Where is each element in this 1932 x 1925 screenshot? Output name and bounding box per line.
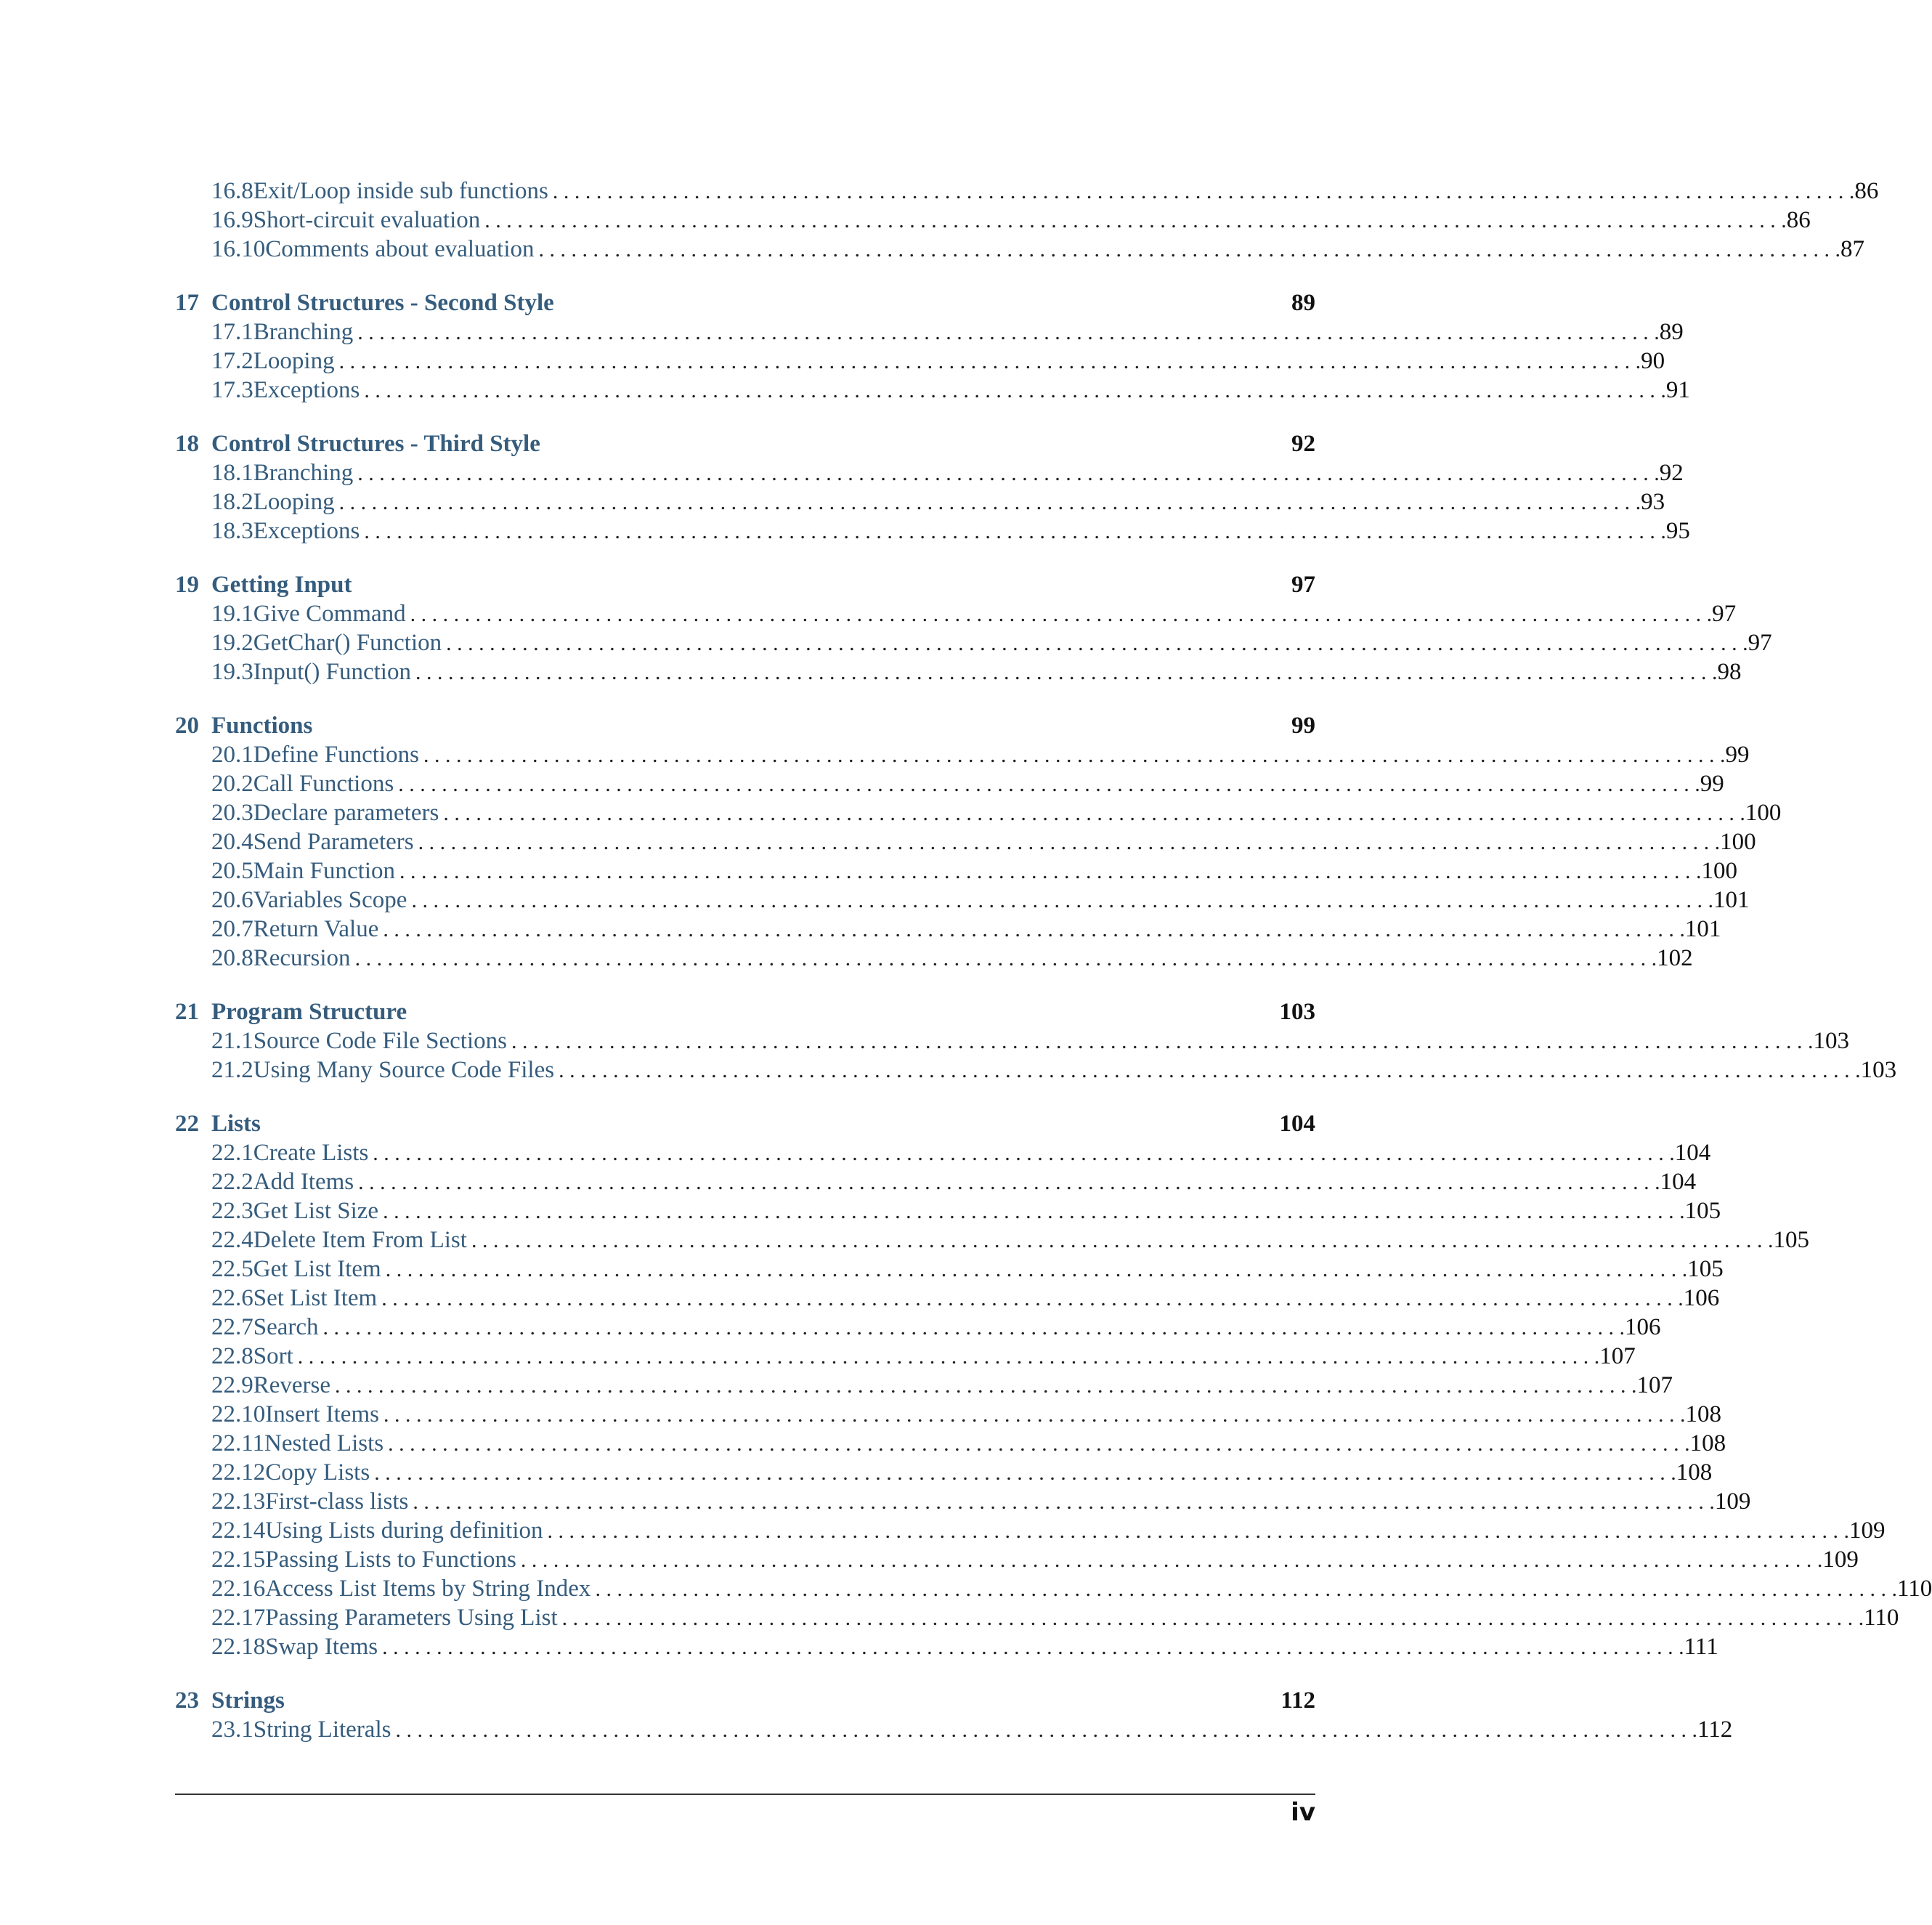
section-number: 22.10	[211, 1401, 266, 1427]
dot-leader: . . . . . . . . . . . . . . . . . . . . . . . . . . . . . . . . . . . . . . . . . . . . . . . . . . . . . . . . . . . . . . . . . . . . . . . . . . . . . . . . . . . . . . . . . . . . . . . . . . . . . . . . . . . . . . . . . . . . . . . .	[373, 1141, 1675, 1165]
dot-leader: . . . . . . . . . . . . . . . . . . . . . . . . . . . . . . . . . . . . . . . . . . . . . . . . . . . . . . . . . . . . . . . . . . . . . . . . . . . . . . . . . . . . . . . . . . . . . . . . . . . . . . . . . . . . . . . . . . . . . . . .	[415, 660, 1718, 684]
dot-leader: . . . . . . . . . . . . . . . . . . . . . . . . . . . . . . . . . . . . . . . . . . . . . . . . . . . . . . . . . . . . . . . . . . . . . . . . . . . . . . . . . . . . . . . . . . . . . . . . . . . . . . . . . . . . . . . . . . . . . . . .	[385, 1257, 1688, 1281]
section-page: 99	[1725, 742, 1750, 768]
dot-leader: . . . . . . . . . . . . . . . . . . . . . . . . . . . . . . . . . . . . . . . . . . . . . . . . . . . . . . . . . . . . . . . . . . . . . . . . . . . . . . . . . . . . . . . . . . . . . . . . . . . . . . . . . . . . . . . . . . . . . . . .	[399, 859, 1702, 883]
section-page: 100	[1745, 800, 1782, 826]
section-page: 100	[1720, 829, 1756, 855]
section-page: 103	[1860, 1057, 1897, 1083]
section-title-link[interactable]: Variables Scope	[253, 887, 407, 913]
section-title-link[interactable]: First-class lists	[265, 1488, 409, 1515]
section-entry[interactable]	[175, 1342, 1636, 1371]
section-page: 106	[1683, 1285, 1720, 1311]
section-number: 20.7	[211, 916, 253, 942]
section-number: 22.6	[211, 1285, 253, 1311]
section-entry[interactable]	[175, 1632, 1718, 1661]
dot-leader: . . . . . . . . . . . . . . . . . . . . . . . . . . . . . . . . . . . . . . . . . . . . . . . . . . . . . . . . . . . . . . . . . . . . . . . . . . . . . . . . . . . . . . . . . . . . . . . . . . . . . . . . . . . . . . . . . . . . . . . .	[374, 1461, 1676, 1485]
section-page: 97	[1748, 630, 1772, 656]
section-entry[interactable]	[175, 1603, 1899, 1632]
chapter-title-link[interactable]: Control Structures - Second Style	[211, 290, 554, 316]
chapter-number: 22	[175, 1111, 199, 1137]
section-number: 23.1	[211, 1717, 253, 1743]
table-of-contents	[175, 177, 1932, 1769]
section-number: 18.2	[211, 489, 253, 515]
section-title-link[interactable]: Passing Parameters Using List	[265, 1605, 558, 1631]
toc-section	[175, 570, 1772, 686]
section-title-link[interactable]: Search	[253, 1314, 319, 1340]
chapter-entry[interactable]	[175, 570, 1315, 599]
section-number: 22.17	[211, 1605, 266, 1631]
section-number: 20.2	[211, 771, 253, 797]
dot-leader: . . . . . . . . . . . . . . . . . . . . . . . . . . . . . . . . . . . . . . . . . . . . . . . . . . . . . . . . . . . . . . . . . . . . . . . . . . . . . . . . . . . . . . . . . . . . . . . . . . . . . . . . . . . . . . . . . . . . . . . .	[381, 1286, 1684, 1310]
section-title-link[interactable]: Exit/Loop inside sub functions	[253, 178, 548, 204]
section-title-link[interactable]: Call Functions	[253, 771, 394, 797]
section-title-link[interactable]: Reverse	[253, 1372, 331, 1398]
dot-leader: . . . . . . . . . . . . . . . . . . . . . . . . . . . . . . . . . . . . . . . . . . . . . . . . . . . . . . . . . . . . . . . . . . . . . . . . . . . . . . . . . . . . . . . . . . . . . . . . . . . . . . . . . . . . . . . . . . . . . . . .	[398, 772, 1700, 796]
section-page: 109	[1714, 1488, 1751, 1515]
chapter-entry[interactable]	[175, 1109, 1315, 1138]
section-title-link[interactable]: Passing Lists to Functions	[265, 1547, 516, 1573]
section-entry[interactable]	[175, 1167, 1697, 1196]
section-title-link[interactable]: Send Parameters	[253, 829, 414, 855]
toc-section	[175, 288, 1690, 405]
section-entry[interactable]	[175, 1225, 1809, 1255]
section-entry[interactable]	[175, 798, 1782, 827]
section-page: 86	[1786, 207, 1811, 233]
section-title-link[interactable]: Sort	[253, 1343, 293, 1369]
section-page: 110	[1896, 1576, 1932, 1602]
section-entry[interactable]	[175, 1574, 1932, 1603]
section-entry[interactable]	[175, 599, 1737, 628]
section-number: 22.4	[211, 1227, 253, 1253]
chapter-title-link[interactable]: Strings	[211, 1687, 285, 1714]
chapter-page: 92	[1291, 431, 1315, 457]
chapter-page: 103	[1279, 999, 1315, 1025]
dot-leader: . . . . . . . . . . . . . . . . . . . . . . . . . . . . . . . . . . . . . . . . . . . . . . . . . . . . . . . . . . . . . . . . . . . . . . . . . . . . . . . . . . . . . . . . . . . . . . . . . . . . . . . . . . . . . . . . . . . . . . . .	[395, 1718, 1697, 1742]
section-entry[interactable]	[175, 1715, 1733, 1744]
section-entry[interactable]	[175, 827, 1756, 856]
section-entry[interactable]	[175, 177, 1879, 206]
section-title-link[interactable]: Create Lists	[253, 1140, 369, 1166]
dot-leader: . . . . . . . . . . . . . . . . . . . . . . . . . . . . . . . . . . . . . . . . . . . . . . . . . . . . . . . . . . . . . . . . . . . . . . . . . . . . . . . . . . . . . . . . . . . . . . . . . . . . . . . . . . . . . . . . . . . . . . . .	[335, 1374, 1637, 1398]
chapter-title-link[interactable]: Program Structure	[211, 999, 407, 1025]
section-number: 20.3	[211, 800, 253, 826]
section-title-link[interactable]: Branching	[253, 319, 354, 345]
footer-rule	[175, 1794, 1315, 1795]
dot-leader: . . . . . . . . . . . . . . . . . . . . . . . . . . . . . . . . . . . . . . . . . . . . . . . . . . . . . . . . . . . . . . . . . . . . . . . . . . . . . . . . . . . . . . . . . . . . . . . . . . . . . . . . . . . . . . . . . . . . . . . .	[552, 179, 1855, 203]
dot-leader: . . . . . . . . . . . . . . . . . . . . . . . . . . . . . . . . . . . . . . . . . . . . . . . . . . . . . . . . . . . . . . . . . . . . . . . . . . . . . . . . . . . . . . . . . . . . . . . . . . . . . . . . . . . . . . . . . . . . . . . .	[357, 461, 1660, 485]
section-page: 89	[1659, 319, 1684, 345]
section-page: 86	[1854, 178, 1879, 204]
chapter-number: 18	[175, 431, 199, 457]
dot-leader: . . . . . . . . . . . . . . . . . . . . . . . . . . . . . . . . . . . . . . . . . . . . . . . . . . . . . . . . . . . . . . . . . . . . . . . . . . . . . . . . . . . . . . . . . . . . . . . . . . . . . . . . . . . . . . . . . . . . . . . .	[410, 602, 1713, 626]
dot-leader: . . . . . . . . . . . . . . . . . . . . . . . . . . . . . . . . . . . . . . . . . . . . . . . . . . . . . . . . . . . . . . . . . . . . . . . . . . . . . . . . . . . . . . . . . . . . . . . . . . . . . . . . . . . . . . . . . . . . . . . .	[561, 1606, 1864, 1630]
chapter-page: 99	[1291, 713, 1315, 739]
section-title-link[interactable]: Nested Lists	[264, 1430, 384, 1456]
section-page: 110	[1864, 1605, 1899, 1631]
dot-leader: . . . . . . . . . . . . . . . . . . . . . . . . . . . . . . . . . . . . . . . . . . . . . . . . . . . . . . . . . . . . . . . . . . . . . . . . . . . . . . . . . . . . . . . . . . . . . . . . . . . . . . . . . . . . . . . . . . . . . . . .	[443, 801, 1745, 825]
dot-leader: . . . . . . . . . . . . . . . . . . . . . . . . . . . . . . . . . . . . . . . . . . . . . . . . . . . . . . . . . . . . . . . . . . . . . . . . . . . . . . . . . . . . . . . . . . . . . . . . . . . . . . . . . . . . . . . . . . . . . . . .	[354, 947, 1657, 970]
section-page: 101	[1684, 916, 1721, 942]
section-title-link[interactable]: Using Lists during definition	[265, 1517, 543, 1544]
section-number: 22.13	[211, 1488, 266, 1515]
section-number: 22.12	[211, 1459, 266, 1486]
section-page: 108	[1685, 1401, 1721, 1427]
section-entry[interactable]	[175, 317, 1684, 346]
dot-leader: . . . . . . . . . . . . . . . . . . . . . . . . . . . . . . . . . . . . . . . . . . . . . . . . . . . . . . . . . . . . . . . . . . . . . . . . . . . . . . . . . . . . . . . . . . . . . . . . . . . . . . . . . . . . . . . . . . . . . . . .	[520, 1548, 1823, 1572]
section-entry[interactable]	[175, 769, 1724, 798]
dot-leader: . . . . . . . . . . . . . . . . . . . . . . . . . . . . . . . . . . . . . . . . . . . . . . . . . . . . . . . . . . . . . . . . . . . . . . . . . . . . . . . . . . . . . . . . . . . . . . . . . . . . . . . . . . . . . . . . . . . . . . . .	[484, 208, 1787, 232]
section-entry[interactable]	[175, 458, 1684, 487]
dot-leader: . . . . . . . . . . . . . . . . . . . . . . . . . . . . . . . . . . . . . . . . . . . . . . . . . . . . . . . . . . . . . . . . . . . . . . . . . . . . . . . . . . . . . . . . . . . . . . . . . . . . . . . . . . . . . . . . . . . . . . . .	[322, 1316, 1625, 1340]
section-number: 22.5	[211, 1256, 253, 1282]
section-number: 21.2	[211, 1057, 253, 1083]
section-entry[interactable]	[175, 1196, 1721, 1225]
section-page: 99	[1700, 771, 1724, 797]
toc-section	[175, 1109, 1932, 1661]
section-number: 18.3	[211, 518, 253, 544]
chapter-page: 104	[1279, 1111, 1315, 1137]
section-number: 19.1	[211, 601, 253, 627]
section-page: 92	[1659, 460, 1684, 486]
dot-leader: . . . . . . . . . . . . . . . . . . . . . . . . . . . . . . . . . . . . . . . . . . . . . . . . . . . . . . . . . . . . . . . . . . . . . . . . . . . . . . . . . . . . . . . . . . . . . . . . . . . . . . . . . . . . . . . . . . . . . . . .	[383, 1199, 1685, 1223]
toc-section	[175, 1686, 1733, 1744]
section-title-link[interactable]: Define Functions	[253, 742, 419, 768]
section-title-link[interactable]: String Literals	[253, 1717, 391, 1743]
section-title-link[interactable]: Set List Item	[253, 1285, 378, 1311]
chapter-title-link[interactable]: Control Structures - Third Style	[211, 431, 540, 457]
dot-leader: . . . . . . . . . . . . . . . . . . . . . . . . . . . . . . . . . . . . . . . . . . . . . . . . . . . . . . . . . . . . . . . . . . . . . . . . . . . . . . . . . . . . . . . . . . . . . . . . . . . . . . . . . . . . . . . . . . . . . . . .	[383, 1403, 1686, 1427]
dot-leader: . . . . . . . . . . . . . . . . . . . . . . . . . . . . . . . . . . . . . . . . . . . . . . . . . . . . . . . . . . . . . . . . . . . . . . . . . . . . . . . . . . . . . . . . . . . . . . . . . . . . . . . . . . . . . . . . . . . . . . . .	[595, 1577, 1897, 1601]
section-title-link[interactable]: Source Code File Sections	[253, 1028, 507, 1054]
section-page: 108	[1676, 1459, 1713, 1486]
chapter-page: 97	[1291, 572, 1315, 598]
section-title-link[interactable]: Exceptions	[253, 518, 360, 544]
section-number: 20.4	[211, 829, 253, 855]
section-number: 22.7	[211, 1314, 253, 1340]
chapter-title-link[interactable]: Functions	[211, 713, 313, 739]
section-title-link[interactable]: Swap Items	[265, 1634, 378, 1660]
section-entry[interactable]	[175, 740, 1750, 769]
dot-leader: . . . . . . . . . . . . . . . . . . . . . . . . . . . . . . . . . . . . . . . . . . . . . . . . . . . . . . . . . . . . . . . . . . . . . . . . . . . . . . . . . . . . . . . . . . . . . . . . . . . . . . . . . . . . . . . . . . . . . . . .	[338, 490, 1641, 514]
section-entry[interactable]	[175, 346, 1665, 376]
dot-leader: . . . . . . . . . . . . . . . . . . . . . . . . . . . . . . . . . . . . . . . . . . . . . . . . . . . . . . . . . . . . . . . . . . . . . . . . . . . . . . . . . . . . . . . . . . . . . . . . . . . . . . . . . . . . . . . . . . . . . . . .	[383, 917, 1685, 941]
section-entry[interactable]	[175, 206, 1811, 235]
section-number: 22.11	[211, 1430, 265, 1456]
toc-section	[175, 711, 1782, 973]
dot-leader: . . . . . . . . . . . . . . . . . . . . . . . . . . . . . . . . . . . . . . . . . . . . . . . . . . . . . . . . . . . . . . . . . . . . . . . . . . . . . . . . . . . . . . . . . . . . . . . . . . . . . . . . . . . . . . . . . . . . . . . .	[357, 320, 1660, 344]
section-title-link[interactable]: Branching	[253, 460, 354, 486]
section-number: 17.3	[211, 377, 253, 403]
dot-leader: . . . . . . . . . . . . . . . . . . . . . . . . . . . . . . . . . . . . . . . . . . . . . . . . . . . . . . . . . . . . . . . . . . . . . . . . . . . . . . . . . . . . . . . . . . . . . . . . . . . . . . . . . . . . . . . . . . . . . . . .	[297, 1345, 1600, 1369]
chapter-page: 112	[1280, 1687, 1315, 1714]
chapter-entry[interactable]	[175, 288, 1315, 317]
chapter-number: 19	[175, 572, 199, 598]
section-number: 20.8	[211, 945, 253, 971]
chapter-entry[interactable]	[175, 429, 1315, 458]
section-page: 106	[1625, 1314, 1661, 1340]
section-title-link[interactable]: Comments about evaluation	[265, 236, 535, 262]
section-page: 103	[1813, 1028, 1849, 1054]
section-page: 87	[1840, 236, 1865, 262]
section-entry[interactable]	[175, 376, 1690, 405]
section-title-link[interactable]: Insert Items	[265, 1401, 379, 1427]
section-page: 111	[1684, 1634, 1718, 1660]
section-entry[interactable]	[175, 1458, 1713, 1487]
section-title-link[interactable]: Add Items	[253, 1169, 354, 1195]
dot-leader: . . . . . . . . . . . . . . . . . . . . . . . . . . . . . . . . . . . . . . . . . . . . . . . . . . . . . . . . . . . . . . . . . . . . . . . . . . . . . . . . . . . . . . . . . . . . . . . . . . . . . . . . . . . . . . . . . . . . . . . .	[446, 631, 1748, 655]
section-entry[interactable]	[175, 1545, 1859, 1574]
dot-leader: . . . . . . . . . . . . . . . . . . . . . . . . . . . . . . . . . . . . . . . . . . . . . . . . . . . . . . . . . . . . . . . . . . . . . . . . . . . . . . . . . . . . . . . . . . . . . . . . . . . . . . . . . . . . . . . . . . . . . . . .	[547, 1519, 1849, 1543]
section-page: 104	[1674, 1140, 1711, 1166]
chapter-number: 17	[175, 290, 199, 316]
section-page: 109	[1849, 1517, 1886, 1544]
chapter-entry[interactable]	[175, 1686, 1315, 1715]
dot-leader: . . . . . . . . . . . . . . . . . . . . . . . . . . . . . . . . . . . . . . . . . . . . . . . . . . . . . . . . . . . . . . . . . . . . . . . . . . . . . . . . . . . . . . . . . . . . . . . . . . . . . . . . . . . . . . . . . . . . . . . .	[358, 1170, 1660, 1194]
section-number: 21.1	[211, 1028, 253, 1054]
section-page: 102	[1657, 945, 1693, 971]
section-number: 22.9	[211, 1372, 253, 1398]
section-page: 104	[1660, 1169, 1697, 1195]
section-number: 20.6	[211, 887, 253, 913]
section-entry[interactable]	[175, 1313, 1661, 1342]
section-page: 105	[1684, 1198, 1721, 1224]
section-number: 18.1	[211, 460, 253, 486]
dot-leader: . . . . . . . . . . . . . . . . . . . . . . . . . . . . . . . . . . . . . . . . . . . . . . . . . . . . . . . . . . . . . . . . . . . . . . . . . . . . . . . . . . . . . . . . . . . . . . . . . . . . . . . . . . . . . . . . . . . . . . . .	[511, 1029, 1814, 1053]
section-entry[interactable]	[175, 516, 1690, 546]
section-title-link[interactable]: GetChar() Function	[253, 630, 442, 656]
section-page: 91	[1665, 377, 1690, 403]
section-entry[interactable]	[175, 628, 1772, 657]
section-number: 16.9	[211, 207, 253, 233]
section-entry[interactable]	[175, 1284, 1720, 1313]
chapter-number: 20	[175, 713, 199, 739]
section-number: 22.1	[211, 1140, 253, 1166]
chapter-number: 21	[175, 999, 199, 1025]
section-page: 97	[1712, 601, 1737, 627]
section-page: 107	[1636, 1372, 1673, 1398]
section-number: 19.3	[211, 659, 253, 685]
section-number: 22.3	[211, 1198, 253, 1224]
dot-leader: . . . . . . . . . . . . . . . . . . . . . . . . . . . . . . . . . . . . . . . . . . . . . . . . . . . . . . . . . . . . . . . . . . . . . . . . . . . . . . . . . . . . . . . . . . . . . . . . . . . . . . . . . . . . . . . . . . . . . . . .	[559, 1058, 1861, 1082]
section-entry[interactable]	[175, 1255, 1724, 1284]
section-page: 98	[1717, 659, 1742, 685]
toc-section	[175, 429, 1690, 546]
section-title-link[interactable]: Declare parameters	[253, 800, 439, 826]
section-page: 105	[1687, 1256, 1724, 1282]
section-entry[interactable]	[175, 235, 1865, 264]
section-number: 19.2	[211, 630, 253, 656]
section-title-link[interactable]: Short-circuit evaluation	[253, 207, 481, 233]
page-number: iv	[1291, 1798, 1315, 1827]
section-title-link[interactable]: Access List Items by String Index	[265, 1576, 591, 1602]
section-number: 20.5	[211, 858, 253, 884]
dot-leader: . . . . . . . . . . . . . . . . . . . . . . . . . . . . . . . . . . . . . . . . . . . . . . . . . . . . . . . . . . . . . . . . . . . . . . . . . . . . . . . . . . . . . . . . . . . . . . . . . . . . . . . . . . . . . . . . . . . . . . . .	[538, 238, 1841, 262]
dot-leader: . . . . . . . . . . . . . . . . . . . . . . . . . . . . . . . . . . . . . . . . . . . . . . . . . . . . . . . . . . . . . . . . . . . . . . . . . . . . . . . . . . . . . . . . . . . . . . . . . . . . . . . . . . . . . . . . . . . . . . . .	[411, 888, 1713, 912]
dot-leader: . . . . . . . . . . . . . . . . . . . . . . . . . . . . . . . . . . . . . . . . . . . . . . . . . . . . . . . . . . . . . . . . . . . . . . . . . . . . . . . . . . . . . . . . . . . . . . . . . . . . . . . . . . . . . . . . . . . . . . . .	[471, 1228, 1774, 1252]
section-title-link[interactable]: Recursion	[253, 945, 351, 971]
dot-leader: . . . . . . . . . . . . . . . . . . . . . . . . . . . . . . . . . . . . . . . . . . . . . . . . . . . . . . . . . . . . . . . . . . . . . . . . . . . . . . . . . . . . . . . . . . . . . . . . . . . . . . . . . . . . . . . . . . . . . . . .	[423, 743, 1726, 767]
chapter-title-link[interactable]: Lists	[211, 1111, 261, 1137]
section-number: 16.10	[211, 236, 266, 262]
section-number: 17.1	[211, 319, 253, 345]
section-page: 100	[1701, 858, 1737, 884]
section-number: 22.16	[211, 1576, 266, 1602]
section-number: 22.18	[211, 1634, 266, 1660]
dot-leader: . . . . . . . . . . . . . . . . . . . . . . . . . . . . . . . . . . . . . . . . . . . . . . . . . . . . . . . . . . . . . . . . . . . . . . . . . . . . . . . . . . . . . . . . . . . . . . . . . . . . . . . . . . . . . . . . . . . . . . . .	[418, 830, 1721, 854]
section-title-link[interactable]: Get List Item	[253, 1256, 381, 1282]
toc-section	[175, 177, 1879, 264]
dot-leader: . . . . . . . . . . . . . . . . . . . . . . . . . . . . . . . . . . . . . . . . . . . . . . . . . . . . . . . . . . . . . . . . . . . . . . . . . . . . . . . . . . . . . . . . . . . . . . . . . . . . . . . . . . . . . . . . . . . . . . . .	[382, 1635, 1684, 1659]
section-entry[interactable]	[175, 1429, 1726, 1458]
section-title-link[interactable]: Get List Size	[253, 1198, 379, 1224]
section-title-link[interactable]: Exceptions	[253, 377, 360, 403]
section-title-link[interactable]: Return Value	[253, 916, 379, 942]
chapter-number: 23	[175, 1687, 199, 1714]
section-entry[interactable]	[175, 944, 1693, 973]
section-entry[interactable]	[175, 657, 1742, 686]
section-entry[interactable]	[175, 1371, 1673, 1400]
dot-leader: . . . . . . . . . . . . . . . . . . . . . . . . . . . . . . . . . . . . . . . . . . . . . . . . . . . . . . . . . . . . . . . . . . . . . . . . . . . . . . . . . . . . . . . . . . . . . . . . . . . . . . . . . . . . . . . . . . . . . . . .	[338, 349, 1641, 373]
section-entry[interactable]	[175, 856, 1737, 885]
dot-leader: . . . . . . . . . . . . . . . . . . . . . . . . . . . . . . . . . . . . . . . . . . . . . . . . . . . . . . . . . . . . . . . . . . . . . . . . . . . . . . . . . . . . . . . . . . . . . . . . . . . . . . . . . . . . . . . . . . . . . . . .	[364, 378, 1666, 402]
chapter-entry[interactable]	[175, 711, 1315, 740]
section-page: 112	[1697, 1717, 1733, 1743]
section-entry[interactable]	[175, 1400, 1721, 1429]
section-page: 90	[1641, 348, 1665, 374]
section-page: 93	[1641, 489, 1665, 515]
section-page: 109	[1822, 1547, 1859, 1573]
section-page: 95	[1665, 518, 1690, 544]
dot-leader: . . . . . . . . . . . . . . . . . . . . . . . . . . . . . . . . . . . . . . . . . . . . . . . . . . . . . . . . . . . . . . . . . . . . . . . . . . . . . . . . . . . . . . . . . . . . . . . . . . . . . . . . . . . . . . . . . . . . . . . .	[388, 1432, 1690, 1456]
section-page: 101	[1713, 887, 1750, 913]
section-title-link[interactable]: Copy Lists	[265, 1459, 370, 1486]
chapter-entry[interactable]	[175, 997, 1315, 1026]
section-entry[interactable]	[175, 1516, 1886, 1545]
section-page: 108	[1689, 1430, 1726, 1456]
chapter-page: 89	[1291, 290, 1315, 316]
section-title-link[interactable]: Using Many Source Code Files	[253, 1057, 555, 1083]
section-page: 107	[1599, 1343, 1636, 1369]
section-page: 105	[1773, 1227, 1809, 1253]
section-entry[interactable]	[175, 1138, 1711, 1167]
section-title-link[interactable]: Delete Item From List	[253, 1227, 467, 1253]
section-title-link[interactable]: Looping	[253, 489, 335, 515]
section-entry[interactable]	[175, 915, 1721, 944]
dot-leader: . . . . . . . . . . . . . . . . . . . . . . . . . . . . . . . . . . . . . . . . . . . . . . . . . . . . . . . . . . . . . . . . . . . . . . . . . . . . . . . . . . . . . . . . . . . . . . . . . . . . . . . . . . . . . . . . . . . . . . . .	[413, 1490, 1715, 1514]
chapter-title-link[interactable]: Getting Input	[211, 572, 352, 598]
section-title-link[interactable]: Looping	[253, 348, 335, 374]
section-title-link[interactable]: Give Command	[253, 601, 406, 627]
section-number: 16.8	[211, 178, 253, 204]
section-number: 22.8	[211, 1343, 253, 1369]
dot-leader: . . . . . . . . . . . . . . . . . . . . . . . . . . . . . . . . . . . . . . . . . . . . . . . . . . . . . . . . . . . . . . . . . . . . . . . . . . . . . . . . . . . . . . . . . . . . . . . . . . . . . . . . . . . . . . . . . . . . . . . .	[364, 519, 1666, 543]
section-entry[interactable]	[175, 487, 1665, 516]
section-number: 17.2	[211, 348, 253, 374]
section-number: 20.1	[211, 742, 253, 768]
section-number: 22.14	[211, 1517, 266, 1544]
section-entry[interactable]	[175, 885, 1750, 915]
section-number: 22.2	[211, 1169, 253, 1195]
section-entry[interactable]	[175, 1487, 1751, 1516]
section-entry[interactable]	[175, 1026, 1849, 1055]
section-title-link[interactable]: Input() Function	[253, 659, 411, 685]
toc-section	[175, 997, 1897, 1085]
section-number: 22.15	[211, 1547, 266, 1573]
section-title-link[interactable]: Main Function	[253, 858, 395, 884]
section-entry[interactable]	[175, 1055, 1897, 1085]
